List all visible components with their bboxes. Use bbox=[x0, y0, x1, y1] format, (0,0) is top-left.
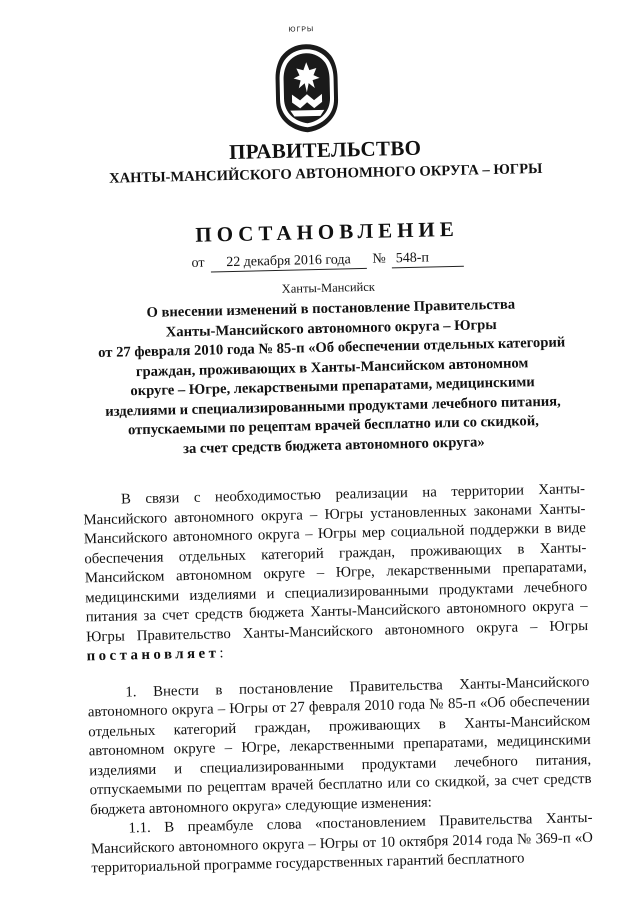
coat-of-arms-emblem bbox=[269, 41, 345, 135]
date-prefix: от bbox=[191, 255, 205, 271]
document-header bbox=[55, 132, 598, 302]
document-number: 548-п bbox=[392, 250, 464, 269]
subject-line: за счет средств бюджета автономного округа» bbox=[182, 433, 485, 457]
item-1-1-paragraph: 1.1. В преамбуле слова «постановлением Правительства Ханты-Мансийского автономного округа – Югры от 10 октября 2014 года № 369-п «О территориальной программе государственных гарантий бесплатного bbox=[90, 809, 594, 877]
decree-word: постановляет bbox=[86, 645, 220, 665]
subject-line: округе – Югре, лекарствеными препаратами, медицинскими bbox=[130, 374, 535, 400]
government-title: ПРАВИТЕЛЬСТВО bbox=[228, 135, 422, 165]
subject-line: отпускаемыми по рецептам врачей бесплатно или со скидкой, bbox=[127, 413, 539, 439]
region-title: ХАНТЫ-МАНСИЙСКОГО АВТОНОМНОГО ОКРУГА – ЮГРЫ bbox=[108, 160, 543, 187]
item-1-paragraph: 1. Внести в постановление Правительства Ханты-Мансийского автономного округа – Югры от 27 февраля 2010 года № 85-п «Об обеспечении отдельных категорий граждан, проживающих в Ханты-Мансийском автономном округе – Югре, лекарственными препаратами, медицинскими изделиями и специализированными продуктами лечебного питания, отпускаемыми по рецептам врачей бесплатно или со скидкой, за счет средств бюджета автономного округа» следующие изменения: bbox=[87, 673, 592, 818]
document-body bbox=[83, 480, 594, 879]
emblem-caption: ЮГРЫ bbox=[288, 26, 315, 34]
document-type: ПОСТАНОВЛЕНИЕ bbox=[195, 216, 460, 247]
document-subject bbox=[69, 294, 596, 462]
subject-line: от 27 февраля 2010 года № 85-п «Об обеспечении отдельных категорий bbox=[98, 334, 566, 362]
city-name: Ханты-Мансийск bbox=[281, 279, 376, 296]
subject-line: Ханты-Мансийского автономного округа – Югры bbox=[165, 316, 497, 340]
preamble-paragraph bbox=[83, 480, 589, 667]
preamble-text: В связи с необходимостью реализации на территории Ханты-Мансийского автономного округа – Югры установленных законами Ханты-Мансийского автономного округа – Югры мер социальной поддержки в виде обеспечения отдельных категорий граждан, проживающих в Ханты-Мансийском автономном округе – Югре, лекарственными препаратами, медицинскими изделиями и специализированными продуктами лечебного питания за счет средств бюджета Ханты-Мансийского автономного округа – Югры Правительство Ханты-Мансийского автономного округа – Югры bbox=[83, 481, 589, 645]
number-prefix: № bbox=[372, 251, 386, 267]
subject-line: изделиями и специализированными продуктами лечебного питания, bbox=[105, 393, 561, 420]
subject-line: О внесении изменений в постановление Правительства bbox=[146, 296, 516, 321]
document-date: 22 декабря 2016 года bbox=[210, 252, 366, 273]
preamble-end: : bbox=[219, 645, 224, 662]
date-number-line bbox=[58, 246, 598, 276]
subject-line: граждан, проживающих в Ханты-Мансийском автономном bbox=[135, 354, 529, 380]
